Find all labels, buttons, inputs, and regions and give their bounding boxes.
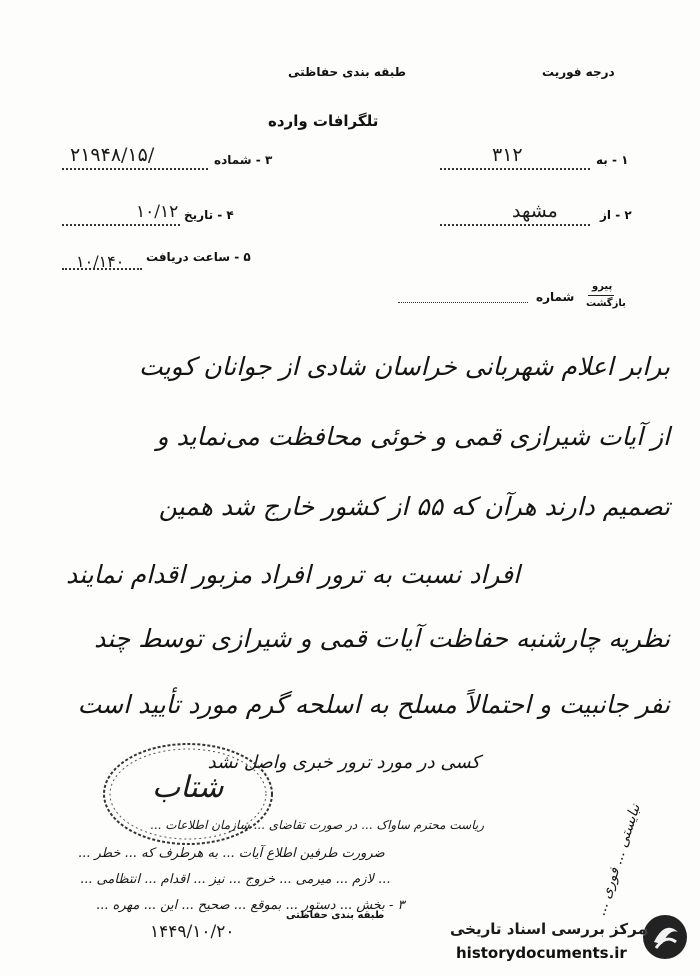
footer-date: ۱۴۴۹/۱۰/۲۰ — [150, 922, 235, 942]
stamp-text: شتاب — [152, 770, 224, 805]
margin-note: نبایستی ... فوری ... — [592, 802, 644, 918]
field-to-dots — [440, 168, 590, 170]
message-line-2: از آیات شیرازی قمی و خوئی محافظت می‌نماید و — [156, 422, 670, 451]
annotation-line-1: ریاست محترم ساواک ... در صورت تقاضای ... سازمان اطلاعات ... — [150, 818, 485, 832]
watermark-logo-icon — [640, 912, 690, 962]
field-time-label: ۵ - ساعت دریافت — [146, 250, 251, 264]
ref-number-label: شماره — [536, 290, 575, 304]
field-time-value: ۱۰/۱۴۰ — [76, 252, 125, 271]
field-number-label: ۳ - شماده — [214, 153, 273, 167]
field-to-value: ۳۱۲ — [492, 144, 523, 166]
ref-divider — [588, 295, 614, 296]
field-from-dots — [440, 224, 590, 226]
ref-top-label: پیرو — [592, 281, 613, 292]
field-date-value: ۱۰/۱۲ — [136, 202, 179, 222]
message-line-7: کسی در مورد ترور خبری واصل نشد — [207, 752, 480, 773]
form-title: تلگرافات وارده — [268, 112, 379, 130]
message-line-4: افراد نسبت به ترور افراد مزبور اقدام نمایند — [65, 560, 520, 589]
field-from-value: مشهد — [512, 200, 558, 222]
priority-label: درجه فوریت — [542, 65, 615, 79]
annotation-line-4: ۳ - بخش ... دستور ... بموقع ... صحیح ... این ... مهره ... — [96, 898, 405, 913]
field-date-dots — [62, 224, 180, 226]
bottom-security-stamp: طبقه بندی حفاظتی — [286, 910, 385, 921]
message-line-5: نظریه چارشنبه حفاظت آیات قمی و شیرازی توسط چند — [94, 624, 670, 653]
annotation-line-3: ... لازم ... میرمی ... خروج ... نیز ... اقدام ... انتظامی ... — [80, 872, 391, 887]
annotation-line-2: ضرورت طرفین اطلاع آیات ... به هرطرف که ... خطر ... — [78, 846, 385, 861]
message-line-1: برابر اعلام شهربانی خراسان شادی از جوانان کویت — [139, 352, 670, 381]
message-line-6: نفر جانبیت و احتمالاً مسلح به اسلحه گرم مورد تأیید است — [77, 690, 670, 719]
message-line-3: تصمیم دارند هرآن که ۵۵ از کشور خارج شد همین — [158, 492, 670, 521]
field-from-label: ۲ - از — [600, 208, 632, 222]
ref-number-dots — [398, 302, 528, 303]
field-date-label: ۴ - تاریخ — [184, 208, 234, 222]
field-number-dots — [62, 168, 208, 170]
ref-bottom-label: بازگشت — [586, 298, 626, 309]
field-to-label: ۱ - به — [596, 153, 629, 167]
field-number-value: ۲۱۹۴۸/۱۵/ — [70, 144, 155, 166]
watermark-title: مرکز بررسی اسناد تاریخی — [450, 920, 647, 938]
security-classification-label: طبقه بندی حفاظتی — [288, 65, 406, 79]
watermark-url: historydocuments.ir — [456, 944, 627, 962]
